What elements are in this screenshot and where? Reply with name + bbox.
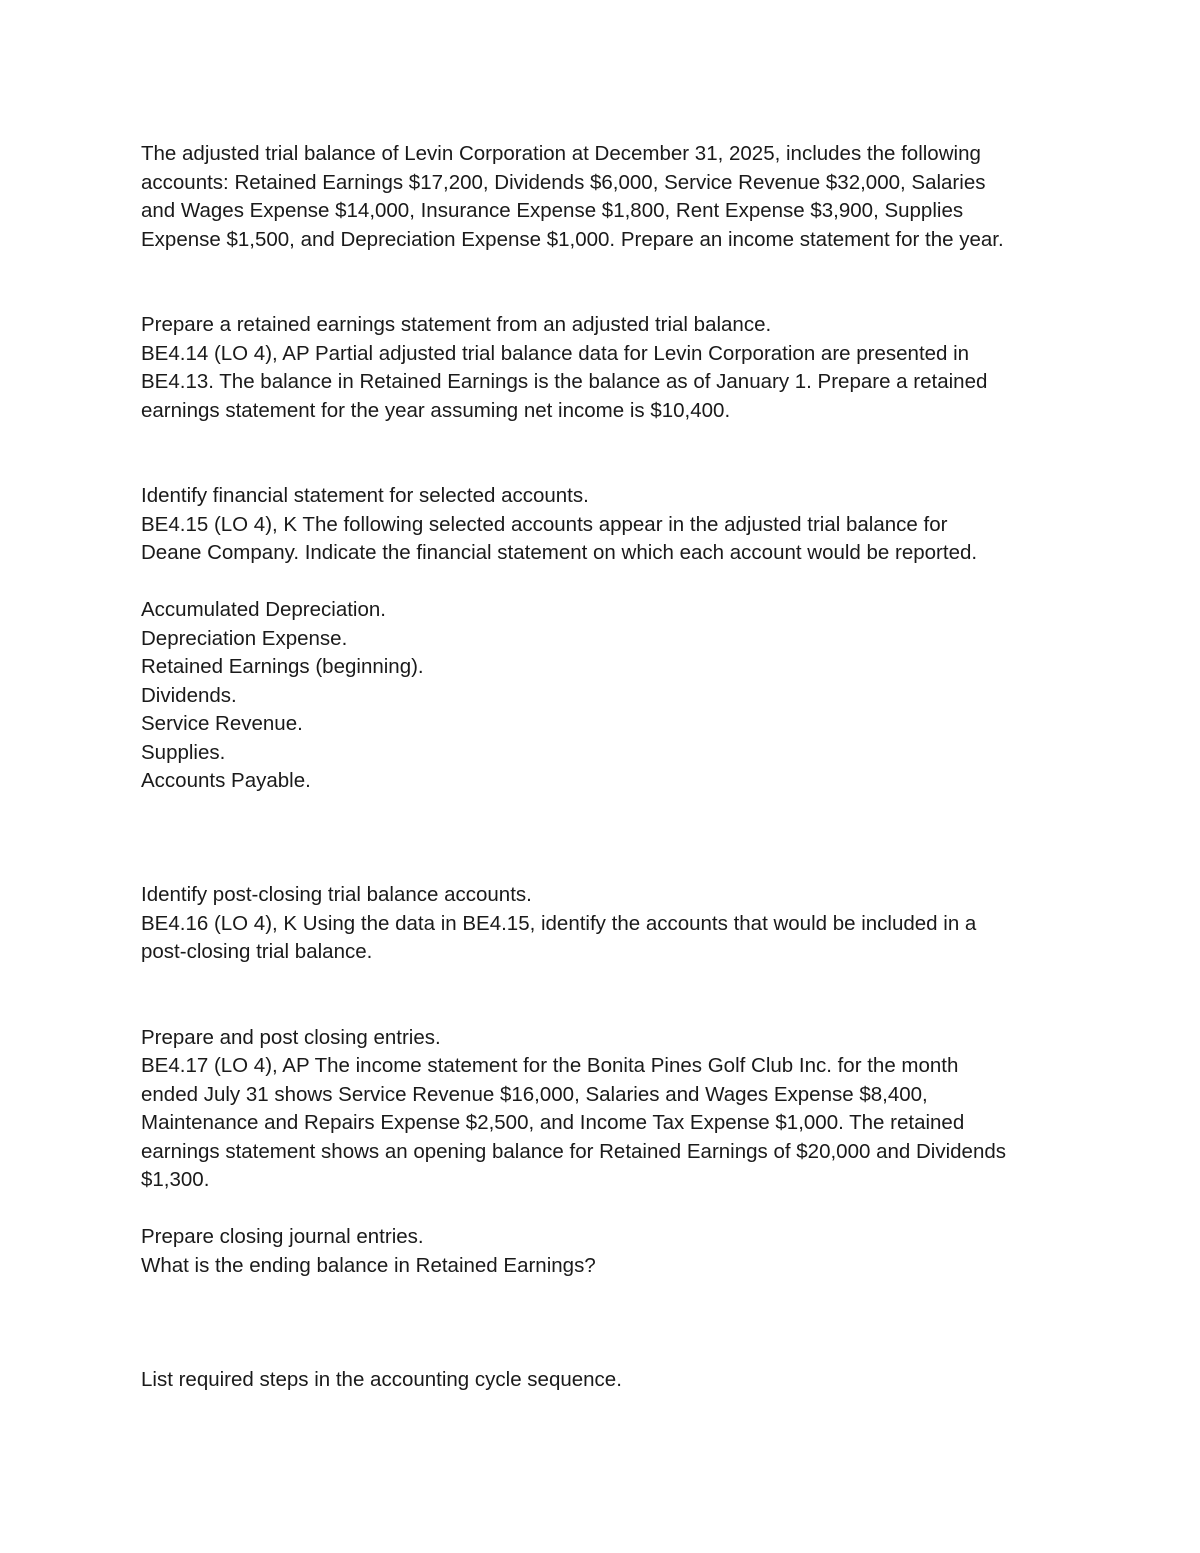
text-line: Supplies. [141,740,226,764]
text-line: Depreciation Expense. [141,626,348,650]
text-line: Identify financial statement for selected accounts. [141,484,589,507]
text-line: BE4.13. The balance in Retained Earnings is the balance as of January 1. Prepare a retained [141,370,988,393]
text-line: List required steps in the accounting cycle sequence. [141,1367,622,1391]
text-line: Service Revenue. [141,712,303,735]
blank-line [141,1337,1071,1366]
blank-line [141,283,1071,312]
blank-line [141,425,1071,454]
blank-line [141,796,1071,825]
text-line: BE4.15 (LO 4), K The following selected accounts appear in the adjusted trial balance for [141,512,948,536]
text-line: Retained Earnings (beginning). [141,655,424,678]
text-line: Prepare and post closing entries. [141,1025,441,1049]
text-line: BE4.16 (LO 4), K Using the data in BE4.15, identify the accounts that would be included in a [141,911,977,935]
text-line: Accumulated Depreciation. [141,598,386,621]
text-line: Prepare a retained earnings statement from an adjusted trial balance. [141,313,772,336]
blank-line [141,824,1071,853]
text-line: accounts: Retained Earnings $17,200, Dividends $6,000, Service Revenue $32,000, Salaries [141,170,986,194]
text-line: Accounts Payable. [141,769,311,792]
text-line: The adjusted trial balance of Levin Corporation at December 31, 2025, includes the following [141,142,981,165]
text-line: $1,300. [141,1168,210,1191]
text-line: Dividends. [141,683,237,707]
text-line: Identify post-closing trial balance accounts. [141,883,532,906]
text-line: What is the ending balance in Retained Earnings? [141,1253,596,1277]
blank-line [141,254,1071,283]
blank-line [141,1280,1071,1309]
text-line: earnings statement shows an opening balance for Retained Earnings of $20,000 and Dividends [141,1139,1006,1163]
blank-line [141,1195,1071,1224]
blank-line [141,995,1071,1024]
document-page [141,140,1071,1394]
blank-line [141,967,1071,996]
text-line: earnings statement for the year assuming net income is $10,400. [141,398,731,422]
text-line: post-closing trial balance. [141,940,373,963]
text-line: Expense $1,500, and Depreciation Expense $1,000. Prepare an income statement for the year. [141,227,1004,251]
blank-line [141,568,1071,597]
blank-line [141,1309,1071,1338]
blank-line [141,454,1071,483]
text-line: BE4.14 (LO 4), AP Partial adjusted trial balance data for Levin Corporation are presented in [141,341,970,365]
text-line: and Wages Expense $14,000, Insurance Expense $1,800, Rent Expense $3,900, Supplies [141,199,964,222]
text-line: Deane Company. Indicate the financial statement on which each account would be reported. [141,541,978,564]
blank-line [141,853,1071,882]
text-line: Maintenance and Repairs Expense $2,500, and Income Tax Expense $1,000. The retained [141,1111,965,1134]
text-line: ended July 31 shows Service Revenue $16,000, Salaries and Wages Expense $8,400, [141,1082,928,1106]
text-line: Prepare closing journal entries. [141,1225,424,1248]
text-line: BE4.17 (LO 4), AP The income statement for the Bonita Pines Golf Club Inc. for the month [141,1054,959,1077]
